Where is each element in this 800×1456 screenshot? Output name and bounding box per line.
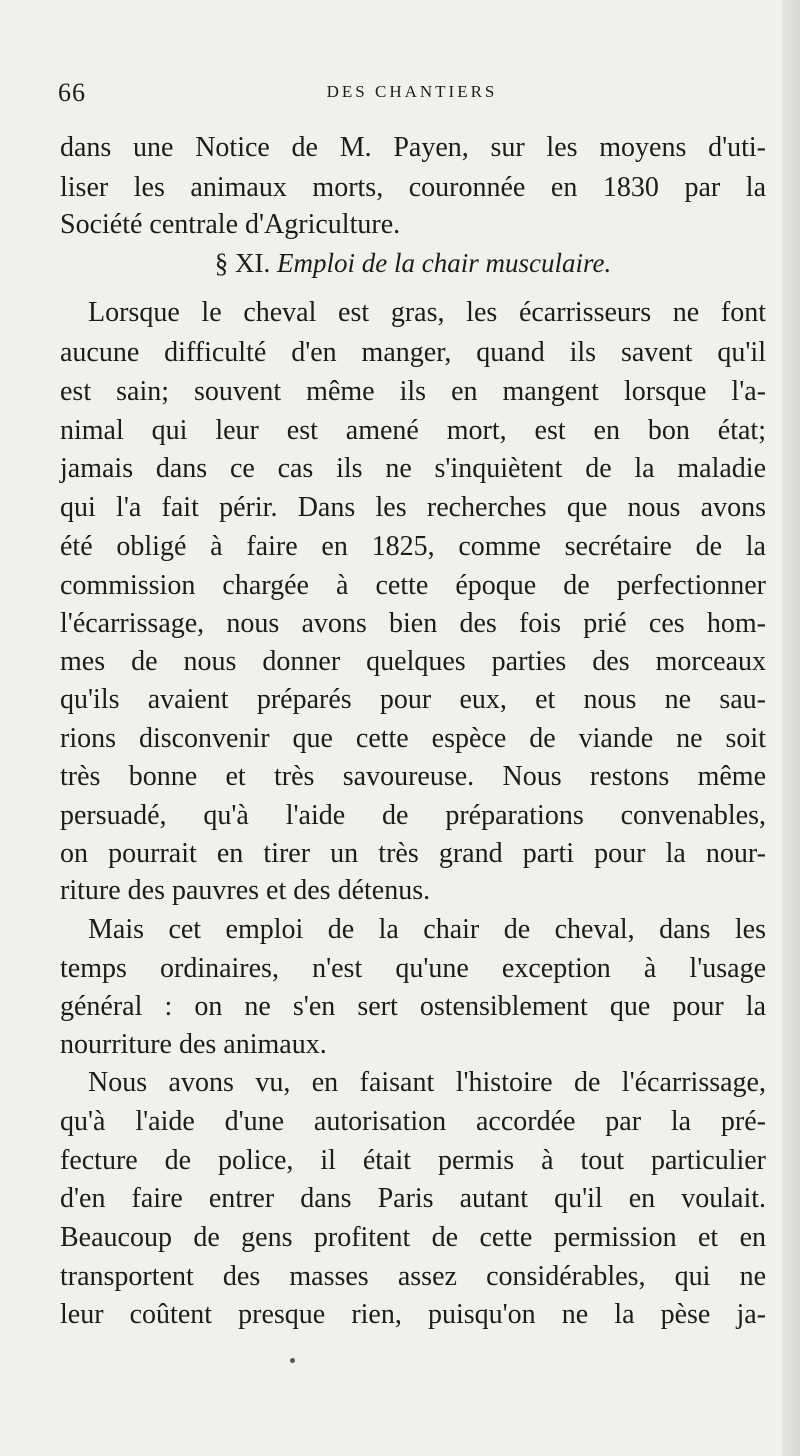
text-line: persuadé, qu'à l'aide de préparations convenables, — [60, 800, 766, 831]
text-line: transportent des masses assez considérables, qui ne — [60, 1261, 766, 1292]
text-line: temps ordinaires, n'est qu'une exception à l'usage — [60, 953, 766, 984]
paragraph-first-line: Mais cet emploi de la chair de cheval, dans les — [88, 914, 766, 945]
text-line: qu'ils avaient préparés pour eux, et nous ne sau- — [60, 684, 766, 715]
section-title: Emploi de la chair musculaire. — [277, 248, 612, 278]
text-line: dans une Notice de M. Payen, sur les moyens d'uti- — [60, 132, 766, 163]
paragraph-first-line: Lorsque le cheval est gras, les écarrisseurs ne font — [88, 297, 766, 328]
page-header — [58, 78, 766, 118]
ink-speck — [290, 1358, 295, 1363]
section-number: § XI. — [214, 248, 271, 278]
paragraph-first-line: Nous avons vu, en faisant l'histoire de l'écarrissage, — [88, 1067, 766, 1098]
text-line: liser les animaux morts, couronnée en 1830 par la — [60, 172, 766, 203]
text-line: qu'à l'aide d'une autorisation accordée par la pré- — [60, 1106, 766, 1137]
text-line: jamais dans ce cas ils ne s'inquiètent de la maladie — [60, 453, 766, 484]
text-line: l'écarrissage, nous avons bien des fois prié ces hom- — [60, 608, 766, 639]
text-line: nourriture des animaux. — [60, 1029, 327, 1060]
running-head: DES CHANTIERS — [326, 82, 498, 101]
text-line: est sain; souvent même ils en mangent lorsque l'a- — [60, 376, 766, 407]
text-line: Société centrale d'Agriculture. — [60, 209, 401, 240]
text-line: aucune difficulté d'en manger, quand ils savent qu'il — [60, 337, 766, 368]
text-line: on pourrait en tirer un très grand parti pour la nour- — [60, 838, 766, 869]
text-line: d'en faire entrer dans Paris autant qu'il en voulait. — [60, 1183, 766, 1214]
text-line: très bonne et très savoureuse. Nous restons même — [60, 761, 766, 792]
text-line: général : on ne s'en sert ostensiblement que pour la — [60, 991, 766, 1022]
text-line: été obligé à faire en 1825, comme secrétaire de la — [60, 531, 766, 562]
text-line: qui l'a fait périr. Dans les recherches que nous avons — [60, 492, 766, 523]
text-line: commission chargée à cette époque de perfectionner — [60, 570, 766, 601]
text-line: nimal qui leur est amené mort, est en bon état; — [60, 415, 766, 446]
text-line: fecture de police, il était permis à tout particulier — [60, 1145, 766, 1176]
section-heading — [60, 243, 766, 283]
text-line: Beaucoup de gens profitent de cette permission et en — [60, 1222, 766, 1253]
text-line: riture des pauvres et des détenus. — [60, 875, 431, 906]
text-line: leur coûtent presque rien, puisqu'on ne la pèse ja- — [60, 1299, 766, 1330]
text-line: mes de nous donner quelques parties des morceaux — [60, 646, 766, 677]
text-line: rions disconvenir que cette espèce de viande ne soit — [60, 723, 766, 754]
page-edge-shadow — [782, 0, 800, 1456]
page-number: 66 — [58, 78, 86, 107]
